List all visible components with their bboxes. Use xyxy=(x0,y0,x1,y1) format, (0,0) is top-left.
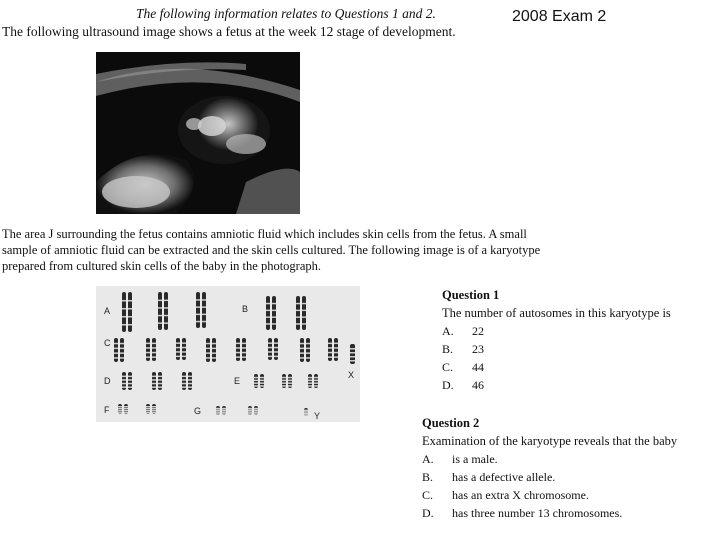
chromosome-band xyxy=(164,300,168,302)
chromosome-band xyxy=(236,343,240,345)
chromosome-band xyxy=(118,406,122,408)
chromosome-band xyxy=(288,382,292,384)
chromosome-band xyxy=(282,377,286,379)
chromosome-band xyxy=(222,408,226,410)
chromosome-band xyxy=(152,343,156,345)
chromosome-band xyxy=(350,348,355,350)
chromosome-band xyxy=(152,379,156,381)
chromosome-band xyxy=(182,386,186,388)
chromosome-band xyxy=(302,310,306,312)
chromosome-band xyxy=(158,322,162,324)
chromosome-band xyxy=(314,380,318,382)
chromosome-band xyxy=(176,342,180,344)
chromosome-band xyxy=(314,385,318,387)
chromosome-band xyxy=(282,385,286,387)
chromosome-band xyxy=(254,377,258,379)
chromosome-band xyxy=(152,406,156,408)
chromosome-band xyxy=(248,411,252,413)
chromosome-band xyxy=(236,347,240,349)
chromosome-band xyxy=(146,343,150,345)
chromosome-band xyxy=(158,386,162,388)
chromosome-band xyxy=(124,410,128,412)
chromosome-band xyxy=(128,316,132,318)
chromosome-band xyxy=(212,352,216,354)
chromosome-band xyxy=(202,321,206,323)
chromosome-band xyxy=(266,303,270,305)
chromosome-band xyxy=(274,342,278,344)
chromosome xyxy=(266,296,270,330)
chromosome-band xyxy=(248,408,252,410)
chromosome-band xyxy=(302,316,306,318)
chromosome-band xyxy=(300,343,304,345)
chromosome-band xyxy=(288,385,292,387)
chromosome-band xyxy=(146,410,150,412)
chromosome-band xyxy=(212,348,216,350)
ultrasound-image xyxy=(96,52,300,214)
chromosome-band xyxy=(182,347,186,349)
chromosome-band xyxy=(260,385,264,387)
chromosome-band xyxy=(114,348,118,350)
chromosome-band xyxy=(124,406,128,408)
chromosome-band xyxy=(260,382,264,384)
chromosome-band xyxy=(304,411,308,413)
q1-option-d[interactable]: D. 46 xyxy=(442,378,484,392)
chromosome-band xyxy=(122,324,126,326)
chromosome-band xyxy=(152,408,156,410)
q1-option-b[interactable]: B. 23 xyxy=(442,342,484,356)
chromosome-band xyxy=(334,343,338,345)
chromosome-band xyxy=(152,356,156,358)
chromosome xyxy=(202,292,206,328)
chromosome-band xyxy=(242,347,246,349)
chromosome-band xyxy=(302,323,306,325)
chromosome-band xyxy=(236,356,240,358)
chromosome-band xyxy=(282,380,286,382)
chromosome-band xyxy=(272,323,276,325)
chromosome-band xyxy=(146,408,150,410)
chromosome-band xyxy=(314,382,318,384)
chromosome-band xyxy=(122,379,126,381)
chromosome-band xyxy=(304,413,308,415)
chromosome-band xyxy=(122,308,126,310)
chromosome-band xyxy=(158,376,162,378)
chromosome-band xyxy=(164,322,168,324)
chromosome-band xyxy=(222,411,226,413)
group-label-e: E xyxy=(234,376,241,386)
chromosome xyxy=(164,292,168,330)
chromosome-band xyxy=(272,310,276,312)
chromosome-band xyxy=(328,352,332,354)
chromosome-band xyxy=(196,306,200,308)
chromosome-band xyxy=(304,410,308,412)
chromosome xyxy=(296,296,300,330)
chromosome-band xyxy=(146,412,150,414)
chromosome-band xyxy=(254,413,258,415)
chromosome-band xyxy=(202,306,206,308)
q2-option-b[interactable]: B. has a defective allele. xyxy=(422,470,556,484)
chromosome-band xyxy=(188,379,192,381)
chromosome-band xyxy=(196,314,200,316)
chromosome-band xyxy=(254,410,258,412)
group-label-c: C xyxy=(104,338,111,348)
q1-option-a[interactable]: A. 22 xyxy=(442,324,484,338)
chromosome-band xyxy=(212,343,216,345)
chromosome-band xyxy=(188,383,192,385)
chromosome-band xyxy=(122,383,126,385)
chromosome-band xyxy=(242,343,246,345)
chromosome-band xyxy=(164,307,168,309)
chromosome-band xyxy=(118,412,122,414)
chromosome-band xyxy=(206,348,210,350)
chromosome-band xyxy=(146,406,150,408)
chromosome-band xyxy=(120,343,124,345)
chromosome-band xyxy=(114,352,118,354)
chromosome-band xyxy=(306,352,310,354)
chromosome-band xyxy=(114,343,118,345)
chromosome-band xyxy=(254,411,258,413)
question-1 xyxy=(442,288,671,394)
chromosome-band xyxy=(260,380,264,382)
chromosome-band xyxy=(176,347,180,349)
chromosome-band xyxy=(268,347,272,349)
chromosome-band xyxy=(114,357,118,359)
chromosome-band xyxy=(158,383,162,385)
chromosome-band xyxy=(152,383,156,385)
chromosome-band xyxy=(202,299,206,301)
group-label-y: Y xyxy=(314,411,321,421)
chromosome-band xyxy=(242,356,246,358)
chromosome-band xyxy=(120,357,124,359)
chromosome xyxy=(158,292,162,330)
chromosome-band xyxy=(350,360,355,362)
chromosome-band xyxy=(122,316,126,318)
chromosome-band xyxy=(248,410,252,412)
chromosome-band xyxy=(128,386,132,388)
chromosome-band xyxy=(302,303,306,305)
chromosome-band xyxy=(212,357,216,359)
chromosome-band xyxy=(124,408,128,410)
intro-heading: The following information relates to Questions 1 and 2. xyxy=(136,6,436,21)
chromosome xyxy=(196,292,200,328)
chromosome-band xyxy=(206,357,210,359)
chromosome-band xyxy=(182,342,186,344)
chromosome-band xyxy=(268,342,272,344)
chromosome-band xyxy=(288,377,292,379)
chromosome-band xyxy=(222,413,226,415)
chromosome-band xyxy=(176,356,180,358)
group-label-a: A xyxy=(104,306,111,316)
chromosome xyxy=(122,292,126,332)
chromosome-band xyxy=(120,352,124,354)
question-2 xyxy=(422,416,677,522)
chromosome-band xyxy=(266,323,270,325)
exam-label: 2008 Exam 2 xyxy=(512,8,607,25)
chromosome-band xyxy=(254,382,258,384)
chromosome-band xyxy=(152,347,156,349)
chromosome-band xyxy=(158,307,162,309)
chromosome-band xyxy=(216,411,220,413)
chromosome-band xyxy=(266,316,270,318)
chromosome-band xyxy=(350,356,355,358)
chromosome-band xyxy=(282,382,286,384)
chromosome-band xyxy=(268,351,272,353)
chromosome-band xyxy=(296,303,300,305)
q1-option-c[interactable]: C. 44 xyxy=(442,360,484,374)
chromosome-band xyxy=(272,303,276,305)
chromosome-band xyxy=(288,380,292,382)
chromosome-band xyxy=(196,321,200,323)
chromosome-band xyxy=(118,410,122,412)
chromosome-band xyxy=(122,376,126,378)
chromosome-band xyxy=(274,351,278,353)
karyotype-image xyxy=(96,286,360,422)
chromosome-band xyxy=(296,316,300,318)
chromosome-band xyxy=(328,356,332,358)
chromosome-band xyxy=(308,382,312,384)
chromosome-band xyxy=(146,352,150,354)
chromosome-band xyxy=(182,376,186,378)
chromosome-band xyxy=(254,385,258,387)
chromosome-band xyxy=(118,408,122,410)
q2-option-d[interactable]: D. has three number 13 chromosomes. xyxy=(422,506,623,520)
chromosome-band xyxy=(158,315,162,317)
group-label-d: D xyxy=(104,376,111,386)
chromosome-band xyxy=(152,376,156,378)
chromosome-band xyxy=(308,377,312,379)
q2-option-c[interactable]: C. has an extra X chromosome. xyxy=(422,488,589,502)
chromosome-band xyxy=(266,310,270,312)
chromosome-band xyxy=(272,316,276,318)
chromosome-band xyxy=(306,357,310,359)
chromosome-band xyxy=(158,379,162,381)
chromosome-band xyxy=(182,379,186,381)
chromosome-band xyxy=(296,323,300,325)
chromosome-band xyxy=(206,352,210,354)
chromosome-band xyxy=(188,386,192,388)
chromosome-band xyxy=(176,351,180,353)
group-label-b: B xyxy=(242,304,249,314)
chromosome-band xyxy=(122,300,126,302)
chromosome-band xyxy=(188,376,192,378)
amniotic-paragraph: The area J surrounding the fetus contains amniotic fluid which includes skin cells from the fetus. A small sample of amniotic fluid can be extracted and the skin cells cultured. The following image is of a karyotype prepared from cultured skin cells of the baby in the photograph. xyxy=(2,227,541,273)
chromosome-band xyxy=(334,347,338,349)
chromosome-band xyxy=(268,356,272,358)
chromosome-band xyxy=(124,412,128,414)
chromosome-band xyxy=(202,314,206,316)
question-2-title: Question 2 xyxy=(422,416,480,430)
question-1-title: Question 1 xyxy=(442,288,500,302)
chromosome-band xyxy=(242,352,246,354)
chromosome-band xyxy=(216,413,220,415)
chromosome-band xyxy=(350,352,355,354)
chromosome-band xyxy=(152,352,156,354)
chromosome-band xyxy=(128,383,132,385)
chromosome-band xyxy=(216,408,220,410)
chromosome-band xyxy=(182,351,186,353)
chromosome-band xyxy=(248,413,252,415)
intro-line: The following ultrasound image shows a fetus at the week 12 stage of development. xyxy=(2,24,456,39)
chromosome-band xyxy=(328,343,332,345)
chromosome-band xyxy=(300,348,304,350)
chromosome-band xyxy=(152,410,156,412)
question-2-stem: Examination of the karyotype reveals that the baby xyxy=(422,434,678,448)
chromosome xyxy=(302,296,306,330)
chromosome-band xyxy=(308,380,312,382)
chromosome-band xyxy=(254,380,258,382)
chromosome xyxy=(272,296,276,330)
chromosome-band xyxy=(314,377,318,379)
chromosome-band xyxy=(300,357,304,359)
chromosome-band xyxy=(196,299,200,301)
chromosome-band xyxy=(306,343,310,345)
group-label-x: X xyxy=(348,370,355,380)
chromosome-band xyxy=(206,343,210,345)
chromosome-band xyxy=(334,352,338,354)
chromosome-band xyxy=(146,347,150,349)
group-label-f: F xyxy=(104,405,110,415)
question-1-stem: The number of autosomes in this karyotype is xyxy=(442,306,671,320)
chromosome-band xyxy=(216,410,220,412)
chromosome-band xyxy=(120,348,124,350)
chromosome-band xyxy=(304,414,308,416)
chromosome-band xyxy=(306,348,310,350)
chromosome-band xyxy=(146,356,150,358)
chromosome-band xyxy=(128,308,132,310)
chromosome-band xyxy=(182,356,186,358)
chromosome-band xyxy=(222,410,226,412)
chromosome-band xyxy=(164,315,168,317)
chromosome-band xyxy=(152,412,156,414)
chromosome-band xyxy=(182,383,186,385)
chromosome-band xyxy=(128,324,132,326)
chromosome-band xyxy=(236,352,240,354)
chromosome-band xyxy=(152,386,156,388)
chromosome-band xyxy=(328,347,332,349)
chromosome-band xyxy=(334,356,338,358)
chromosome-band xyxy=(122,386,126,388)
chromosome-band xyxy=(274,356,278,358)
chromosome-band xyxy=(308,385,312,387)
chromosome-band xyxy=(128,376,132,378)
chromosome-band xyxy=(296,310,300,312)
q2-option-a[interactable]: A. is a male. xyxy=(422,452,498,466)
chromosome-band xyxy=(260,377,264,379)
chromosome-band xyxy=(128,300,132,302)
chromosome-band xyxy=(128,379,132,381)
chromosome-band xyxy=(274,347,278,349)
chromosome-band xyxy=(300,352,304,354)
chromosome-band xyxy=(254,408,258,410)
chromosome-band xyxy=(158,300,162,302)
group-label-g: G xyxy=(194,406,202,416)
chromosome xyxy=(128,292,132,332)
